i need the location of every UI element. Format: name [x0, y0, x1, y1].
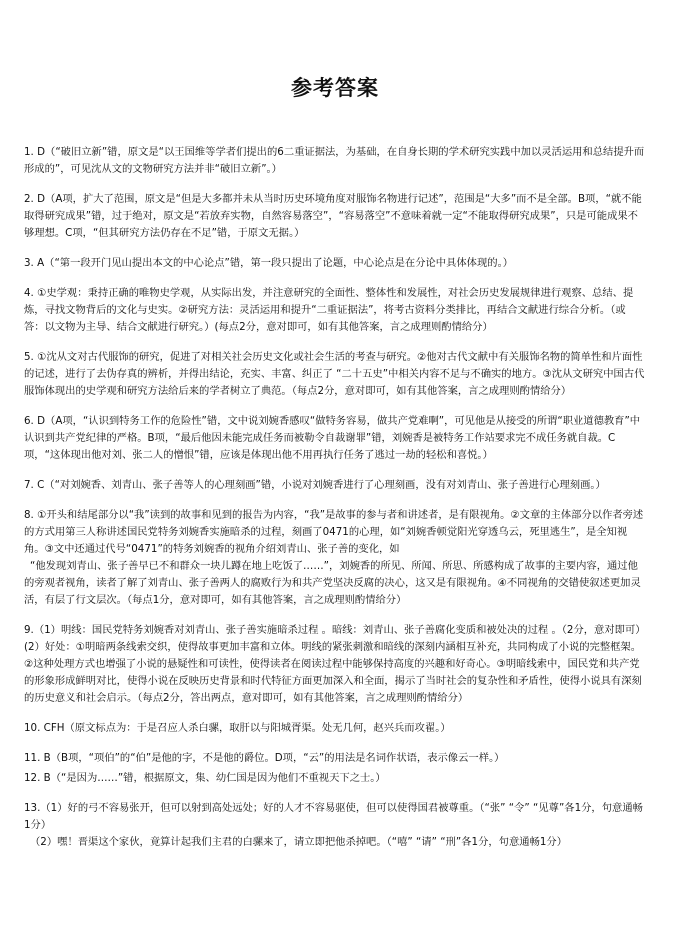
answer-text: 9.（1）明线：国民党特务刘婉香对刘青山、张子善实施暗杀过程 。暗线：刘青山、张子善腐化变质和被处决的过程 。（2分，意对即可）(2）好处：①明暗两条线索交织，使得故事更加丰富和立体。明线的紧张刺激和暗线的深刻内涵相互补充，共同构成了小说的完整框架。②这种处理方式也增强了小说的悬疑性和可读性，使得读者在阅读过程中能够保持高度的兴趣和好奇心。③明暗线索中，国民党和共产党的形象形成鲜明对比，使得小说在反映历史背景和时代特征方面更加深入和全面，揭示了当时社会的复杂性和矛盾性，使得小说具有深刻的历史意义和社会启示。（每点2分，答出两点，意对即可，如有其他答案，言之成理则酌情给分）	[24, 624, 646, 704]
answer-text: 12. B（“是因为……”错，根据原文，集、幼仁国是因为他们不重视天下之士。）	[24, 772, 386, 784]
answer-item-10	[24, 720, 646, 737]
answer-text: 5. ①沈从文对古代服饰的研究，促进了对相关社会历史文化或社会生活的考查与研究。②他对古代文献中有关服饰名物的简单性和片面性的记述，进行了去伪存真的辨析，并得出结论，充实、丰富、纠正了 “二十五史”中相关内容不足与不确实的地方。③沈从文研究中国古代服饰体现出的史学观和研究方法给后来的学者树立了典范。（每点2分，意对即可，如有其他答案，言之成理则酌情给分）	[24, 351, 645, 397]
answer-item-8	[24, 507, 646, 609]
answer-item-7	[24, 477, 646, 494]
answer-text: 2. D（A项，扩大了范围，原文是“但是大多都并未从当时历史环境角度对服饰名物进行记述”，范围是“大多”而不是全部。B项，“就不能取得研究成果”错，过于绝对，原文是“若放弃实物，自然容易落空”，“容易落空”不意味着就一定“不能取得研究成果”，只是可能成果不够理想。C项，“但其研究方法仍存在不足”错，于原文无据。）	[24, 193, 642, 239]
answer-item-6	[24, 413, 646, 464]
answer-item-3	[24, 255, 646, 272]
answer-item-1	[24, 144, 646, 178]
answer-item-2	[24, 191, 646, 242]
answer-text: 11. B（B项，“项伯”的“伯”是他的字，不是他的爵位。D项，“云”的用法是名词作状语，表示像云一样。）	[24, 752, 505, 764]
answer-item-11	[24, 750, 646, 767]
answer-text: 3. A（“第一段开门见山提出本文的中心论点”错，第一段只提出了论题，中心论点是在分论中具体体现的。）	[24, 257, 514, 269]
answer-item-13	[24, 800, 646, 851]
answer-text: 4. ①史学观：秉持正确的唯物史学观，从实际出发，并注意研究的全面性、整体性和发展性，对社会历史发展规律进行观察、总结、提炼，寻找文物背后的文化与史实。②研究方法：灵活运用和提升“二重证据法”，将考古资料分类排比，再结合文献进行综合分析。（或答：以文物为主导、结合文献进行研究。）(每点2分，意对即可，如有其他答案，言之成理则酌情给分）	[24, 287, 634, 333]
answer-text-continued: （2）嘿！晋渠这个家伙，竟算计起我们主君的白骡来了，请立即把他杀掉吧。（“嘻” “请” “刑”各1分，句意通畅1分）	[30, 836, 568, 848]
answer-text: 8. ①开头和结尾部分以“我”读到的故事和见到的报告为内容，“我”是故事的参与者和讲述者，是有限视角。②文章的主体部分以作者旁述的方式用第三人称讲述国民党特务刘婉香实施暗杀的过程，刻画了0471的心理，如“刘婉香顿觉阳光穿透乌云，死里逃生”，是全知视角。③文中还通过代号“0471”的特务刘婉香的视角介绍刘青山、张子善的变化，如	[24, 509, 644, 555]
answer-item-12	[24, 770, 646, 787]
answer-item-4	[24, 285, 646, 336]
answer-text: 6. D（A项，“认识到特务工作的危险性”错，文中说刘婉香感叹“做特务容易，做共产党难啊”，可见他是从接受的所谓“职业道德教育”中认识到共产党纪律的严格。B项，“最后他因未能完成任务而被勒令自裁谢罪”错，刘婉香是被特务工作站要求完不成任务就自裁。C项，“这体现出他对刘、张二人的憎恨”错，应该是体现出他不用再执行任务了逃过一劫的轻松和喜悦。）	[24, 415, 641, 461]
answer-text: 10. CFH（原文标点为：于是召应人杀白骡，取肝以与阳城胥渠。处无几何，赵兴兵而攻翟。）	[24, 722, 451, 734]
answer-item-9	[24, 622, 646, 707]
answer-text: 13.（1）好的弓不容易张开，但可以射到高处远处；好的人才不容易驱使，但可以使得国君被尊重。（“张” “令” “见尊”各1分，句意通畅1分）	[24, 802, 643, 831]
answer-text: 1. D（“破旧立新”错，原文是“以王国维等学者们提出的6二重证据法，为基础，在自身长期的学术研究实践中加以灵活运用和总结提升而形成的”，可见沈从文的文物研究方法并非“破旧立新”。）	[24, 146, 645, 175]
answer-text: 7. C（“对刘婉香、刘青山、张子善等人的心理刻画”错，小说对刘婉香进行了心理刻画，没有对刘青山、张子善进行心理刻画。）	[24, 479, 606, 491]
answer-text-continued: “他发现刘青山、张子善早已不和群众一块儿蹲在地上吃饭了……”，刘婉香的所见、所闻、所思、所感构成了故事的主要内容，通过他的旁观者视角，读者了解了刘青山、张子善两人的腐败行为和共产党坚决反腐的决心，这又是有限视角。④不同视角的交错使叙述更加灵活，有层了行文层次。（每点1分，意对即可，如有其他答案，言之成理则酌情给分）	[24, 560, 641, 606]
answer-item-5	[24, 349, 646, 400]
page-title: 参考答案	[291, 76, 379, 100]
